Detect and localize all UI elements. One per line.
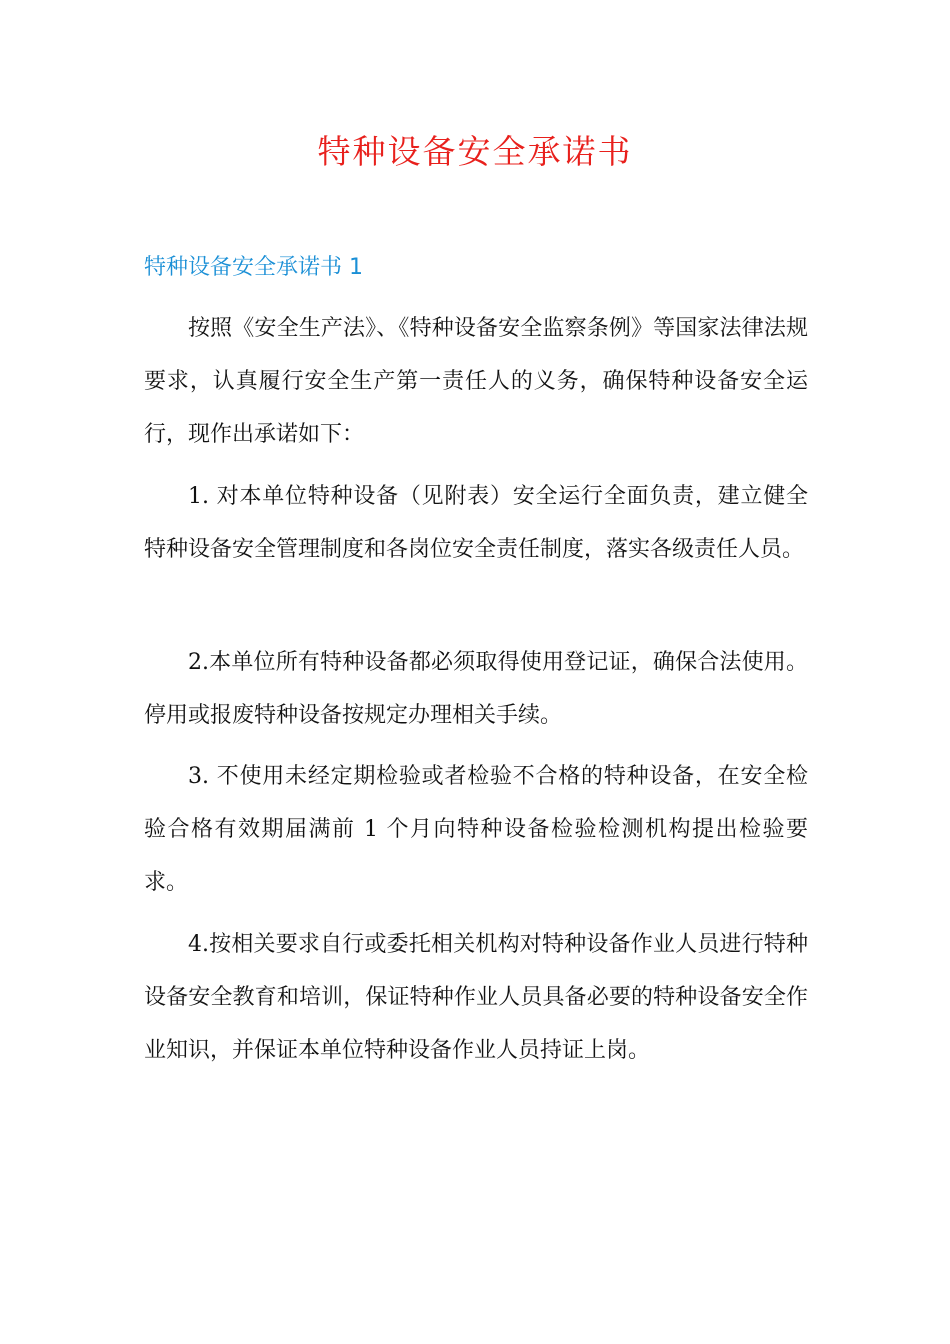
- commitment-item-4: 4.按相关要求自行或委托相关机构对特种设备作业人员进行特种设备安全教育和培训，保证特种作业人员具备必要的特种设备安全作业知识，并保证本单位特种设备作业人员持证上岗。: [144, 932, 808, 1063]
- document-title: 特种设备安全承诺书: [317, 132, 633, 171]
- commitment-item-3: 3. 不使用未经定期检验或者检验不合格的特种设备，在安全检验合格有效期届满前 1 个月向特种设备检验检测机构提出检验要求。: [144, 764, 808, 895]
- commitment-item-2: 2.本单位所有特种设备都必须取得使用登记证，确保合法使用。停用或报废特种设备按规定办理相关手续。: [144, 650, 808, 728]
- commitment-item-1: 1. 对本单位特种设备（见附表）安全运行全面负责，建立健全特种设备安全管理制度和各岗位安全责任制度，落实各级责任人员。: [144, 484, 808, 562]
- intro-paragraph: 按照《安全生产法》、《特种设备安全监察条例》等国家法律法规要求，认真履行安全生产第一责任人的义务，确保特种设备安全运行，现作出承诺如下：: [144, 316, 808, 447]
- section-heading: 特种设备安全承诺书 1: [144, 255, 363, 280]
